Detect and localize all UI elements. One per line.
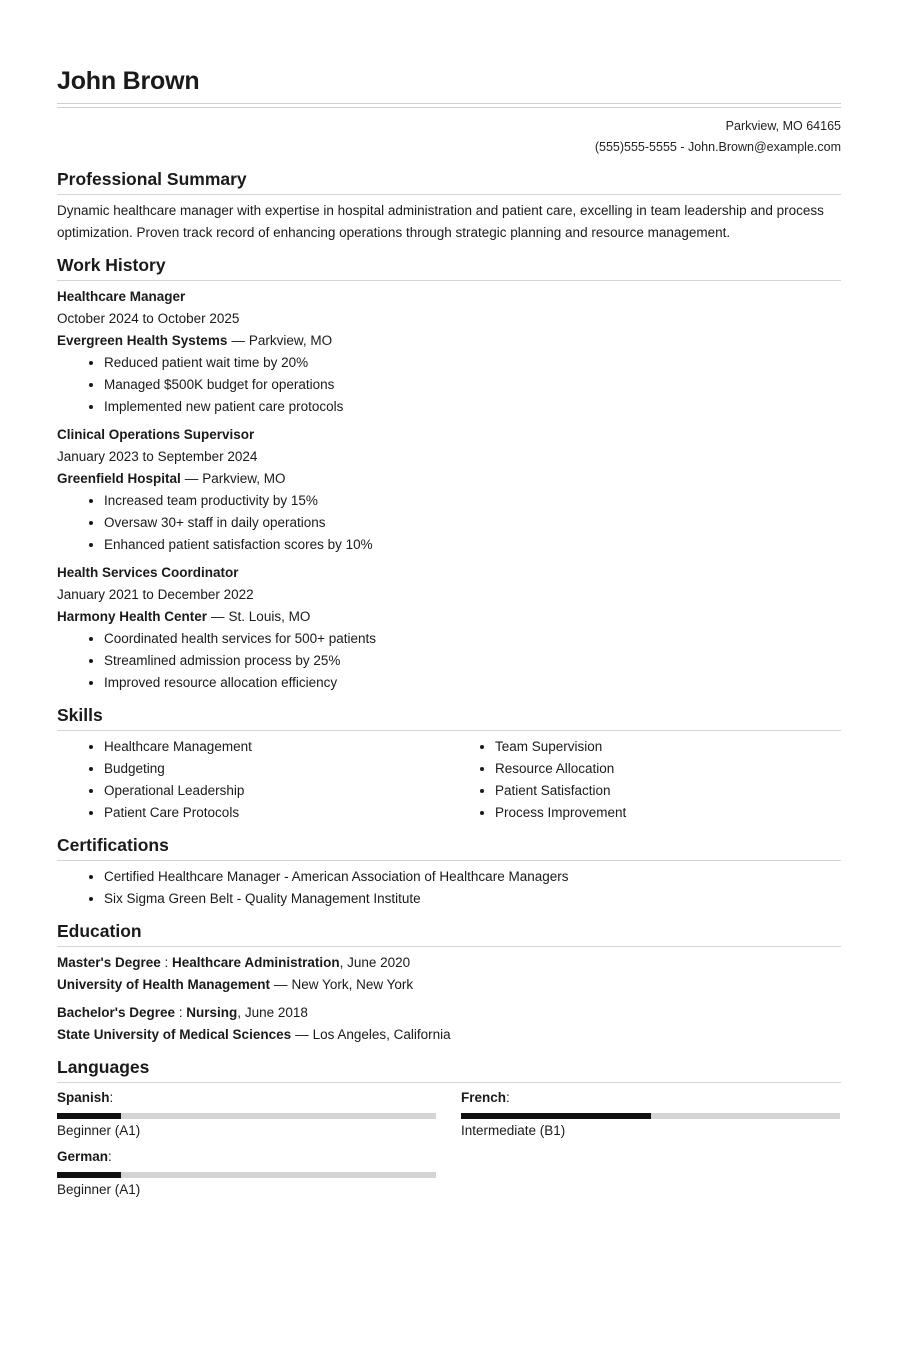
skills-grid [57,736,841,824]
job-location: Parkview, MO [248,333,333,348]
skill-item: • Team Supervision [495,736,841,758]
languages-section [57,1055,841,1206]
skills-heading: Skills [57,703,841,731]
job-company: Evergreen Health Systems [57,333,228,348]
education-section [57,919,841,1046]
separator-dash: — [295,1027,309,1042]
language-proficiency-fill [461,1113,651,1119]
job-dates: January 2023 to September 2024 [57,449,258,464]
job-company: Greenfield Hospital [57,471,181,486]
language-proficiency-fill [57,1113,121,1119]
job-dates: October 2024 to October 2025 [57,311,240,326]
skills-left-column [57,736,449,824]
language-name: French [461,1090,507,1105]
job-title: Clinical Operations Supervisor [57,427,255,442]
job-entry [57,562,841,694]
resume-header [57,64,841,158]
education-field: Healthcare Administration [172,955,340,970]
language-proficiency-fill [57,1172,121,1178]
language-level: Beginner (A1) [57,1182,141,1197]
certifications-list [57,866,841,910]
contact-block [57,116,841,158]
job-bullet: • Reduced patient wait time by 20% [104,352,841,374]
job-bullet: • Increased team productivity by 15% [104,490,841,512]
language-level: Intermediate (B1) [461,1123,566,1138]
contact-address: Parkview, MO 64165 [725,119,841,133]
language-proficiency-bar [461,1113,840,1119]
skill-item: • Resource Allocation [495,758,841,780]
education-date: June 2018 [244,1005,308,1020]
language-proficiency-bar [57,1172,436,1178]
job-bullet: • Streamlined admission process by 25% [104,650,841,672]
education-date: June 2020 [347,955,411,970]
languages-grid [57,1088,841,1206]
header-divider [57,103,841,108]
skills-right-column [449,736,841,824]
language-entry [461,1088,840,1141]
work-history-heading: Work History [57,253,841,281]
education-entry [57,952,841,996]
certifications-section [57,833,841,910]
education-degree-line: Master's Degree : Healthcare Administration, June 2020 [57,955,411,970]
education-entry [57,1002,841,1046]
job-entry [57,424,841,556]
languages-heading: Languages [57,1055,841,1083]
language-entry [57,1088,436,1141]
job-dates: January 2021 to December 2022 [57,587,254,602]
skill-item: • Patient Satisfaction [495,780,841,802]
job-company: Harmony Health Center [57,609,208,624]
education-heading: Education [57,919,841,947]
education-degree: Master's Degree [57,955,161,970]
certification-item: • Certified Healthcare Manager - American Association of Healthcare Managers [104,866,841,888]
education-school: University of Health Management [57,977,271,992]
skill-item: • Operational Leadership [104,780,449,802]
job-entry [57,286,841,418]
resume-page [57,0,841,1206]
language-name-line: French: [461,1090,510,1105]
education-location: New York, New York [291,977,414,992]
language-level: Beginner (A1) [57,1123,141,1138]
summary-section [57,167,841,244]
job-company-line [57,606,841,628]
certifications-heading: Certifications [57,833,841,861]
skill-item: • Process Improvement [495,802,841,824]
job-bullets [57,490,841,556]
job-bullet: • Improved resource allocation efficiency [104,672,841,694]
skills-section [57,703,841,824]
job-bullets [57,628,841,694]
language-name: German [57,1149,109,1164]
education-school-line [57,974,841,996]
work-history-section [57,253,841,694]
separator-dash: — [211,609,225,624]
job-bullet: • Oversaw 30+ staff in daily operations [104,512,841,534]
skill-item: • Patient Care Protocols [104,802,449,824]
separator-dash: — [274,977,288,992]
job-company-line [57,468,841,490]
language-entry [57,1147,436,1200]
contact-phone-email: (555)555-5555 - John.Brown@example.com [594,140,841,154]
education-school-line [57,1024,841,1046]
candidate-name: John Brown [57,67,200,95]
education-school: State University of Medical Sciences [57,1027,292,1042]
education-degree: Bachelor's Degree [57,1005,176,1020]
job-company-line [57,330,841,352]
job-location: Parkview, MO [202,471,286,486]
summary-heading: Professional Summary [57,167,841,195]
language-name-line: German: [57,1149,112,1164]
education-location: Los Angeles, California [312,1027,451,1042]
summary-text: Dynamic healthcare manager with expertise in hospital administration and patient care, excelling in team leadership and process optimization. Proven track record of enhancing operations through strategic planning and resource management. [57,203,824,240]
separator-dash: — [231,333,245,348]
education-field: Nursing [186,1005,238,1020]
job-title: Healthcare Manager [57,289,186,304]
certification-item: • Six Sigma Green Belt - Quality Management Institute [104,888,841,910]
language-name: Spanish [57,1090,110,1105]
job-title: Health Services Coordinator [57,565,239,580]
job-location: St. Louis, MO [228,609,311,624]
job-bullet: • Coordinated health services for 500+ patients [104,628,841,650]
job-bullets [57,352,841,418]
job-bullet: • Implemented new patient care protocols [104,396,841,418]
language-proficiency-bar [57,1113,436,1119]
education-degree-line: Bachelor's Degree : Nursing, June 2018 [57,1005,308,1020]
skill-item: • Healthcare Management [104,736,449,758]
language-name-line: Spanish: [57,1090,114,1105]
job-bullet: • Enhanced patient satisfaction scores by 10% [104,534,841,556]
job-bullet: • Managed $500K budget for operations [104,374,841,396]
skill-item: • Budgeting [104,758,449,780]
separator-dash: — [184,471,199,486]
